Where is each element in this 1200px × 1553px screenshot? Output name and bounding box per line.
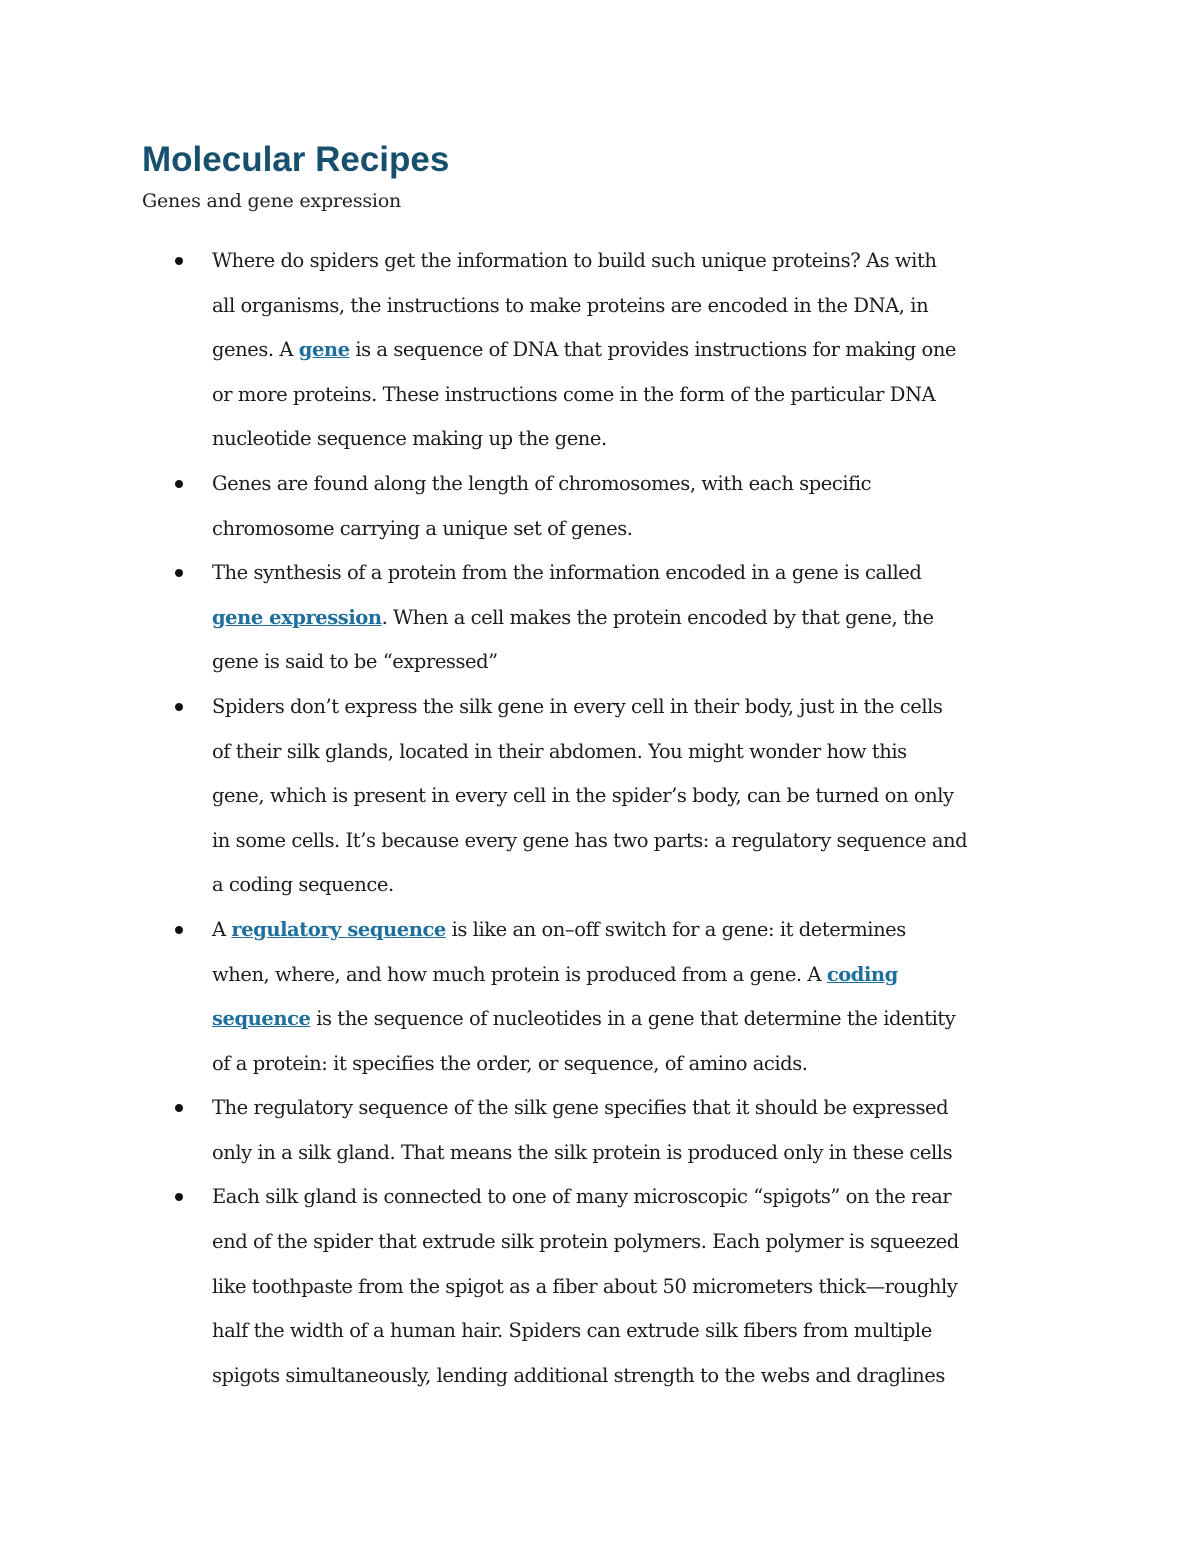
bullet-dot-icon — [175, 480, 183, 488]
text-line — [212, 373, 1060, 418]
text-segment: The synthesis of a protein from the information encoded in a gene is called — [212, 561, 922, 585]
text-line — [212, 774, 1060, 819]
text-segment: or more proteins. These instructions come in the form of the particular DNA — [212, 382, 936, 406]
list-item — [170, 1086, 1060, 1175]
page-subtitle: Genes and gene expression — [142, 190, 402, 212]
text-segment: is the sequence of nucleotides in a gene that determine the identity — [310, 1007, 956, 1031]
text-segment: nucleotide sequence making up the gene. — [212, 427, 607, 451]
text-line — [212, 239, 1060, 284]
list-item — [170, 1175, 1060, 1398]
text-line — [212, 997, 1060, 1042]
text-segment: only in a silk gland. That means the silk protein is produced only in these cells — [212, 1140, 953, 1164]
text-line — [212, 284, 1060, 329]
text-line — [212, 417, 1060, 462]
text-segment: of their silk glands, located in their abdomen. You might wonder how this — [212, 739, 907, 763]
text-segment: Genes are found along the length of chromosomes, with each specific — [212, 471, 872, 495]
text-line — [212, 819, 1060, 864]
text-segment: gene, which is present in every cell in the spider’s body, can be turned on only — [212, 784, 954, 808]
text-segment: A — [212, 917, 232, 941]
glossary-term-link[interactable]: sequence — [212, 1007, 311, 1031]
text-line — [212, 1354, 1060, 1399]
text-segment: Each silk gland is connected to one of many microscopic “spigots” on the rear — [212, 1185, 952, 1209]
text-segment: spigots simultaneously, lending additional strength to the webs and draglines — [212, 1363, 945, 1387]
text-segment: all organisms, the instructions to make proteins are encoded in the DNA, in — [212, 293, 929, 317]
text-segment: a coding sequence. — [212, 873, 394, 897]
text-segment: The regulatory sequence of the silk gene specifies that it should be expressed — [212, 1096, 949, 1120]
bullet-dot-icon — [175, 926, 183, 934]
bullet-list — [170, 239, 1060, 1398]
list-item — [170, 239, 1060, 462]
text-line — [212, 1265, 1060, 1310]
text-line — [212, 908, 1060, 953]
list-item — [170, 551, 1060, 685]
glossary-term-link[interactable]: regulatory sequence — [231, 917, 446, 941]
text-line — [212, 1131, 1060, 1176]
bullet-dot-icon — [175, 1193, 183, 1201]
glossary-term-link[interactable]: gene expression — [212, 605, 382, 629]
text-line — [212, 1309, 1060, 1354]
text-line — [212, 507, 1060, 552]
bullet-dot-icon — [175, 569, 183, 577]
text-segment: like toothpaste from the spigot as a fiber about 50 micrometers thick—roughly — [212, 1274, 958, 1298]
bullet-dot-icon — [175, 257, 183, 265]
text-segment: chromosome carrying a unique set of genes. — [212, 516, 633, 540]
text-segment: Spiders don’t express the silk gene in every cell in their body, just in the cells — [212, 694, 943, 718]
text-line — [212, 640, 1060, 685]
text-line — [212, 328, 1060, 373]
text-line — [212, 953, 1060, 998]
text-line — [212, 1086, 1060, 1131]
bullet-dot-icon — [175, 1104, 183, 1112]
page-title: Molecular Recipes — [142, 140, 450, 179]
text-segment: is a sequence of DNA that provides instructions for making one — [349, 338, 957, 362]
text-segment: . When a cell makes the protein encoded by that gene, the — [381, 605, 934, 629]
text-line — [212, 1175, 1060, 1220]
text-line — [212, 863, 1060, 908]
text-segment: gene is said to be “expressed” — [212, 650, 498, 674]
text-segment: Where do spiders get the information to build such unique proteins? As with — [212, 249, 937, 272]
text-line — [212, 551, 1060, 596]
glossary-term-link[interactable]: coding — [826, 962, 898, 986]
text-segment: when, where, and how much protein is produced from a gene. A — [212, 962, 827, 986]
glossary-term-link[interactable]: gene — [298, 338, 350, 362]
text-line — [212, 462, 1060, 507]
text-segment: of a protein: it specifies the order, or sequence, of amino acids. — [212, 1051, 808, 1075]
bullet-dot-icon — [175, 703, 183, 711]
list-item — [170, 908, 1060, 1086]
text-line — [212, 1220, 1060, 1265]
text-line — [212, 730, 1060, 775]
text-segment: half the width of a human hair. Spiders can extrude silk fibers from multiple — [212, 1319, 932, 1343]
text-segment: genes. A — [212, 338, 299, 362]
text-line — [212, 596, 1060, 641]
list-item — [170, 462, 1060, 551]
list-item — [170, 685, 1060, 908]
text-segment: in some cells. It’s because every gene has two parts: a regulatory sequence and — [212, 828, 968, 852]
text-line — [212, 1042, 1060, 1087]
text-segment: end of the spider that extrude silk protein polymers. Each polymer is squeezed — [212, 1230, 959, 1254]
text-line — [212, 685, 1060, 730]
text-segment: is like an on–off switch for a gene: it determines — [445, 917, 906, 941]
